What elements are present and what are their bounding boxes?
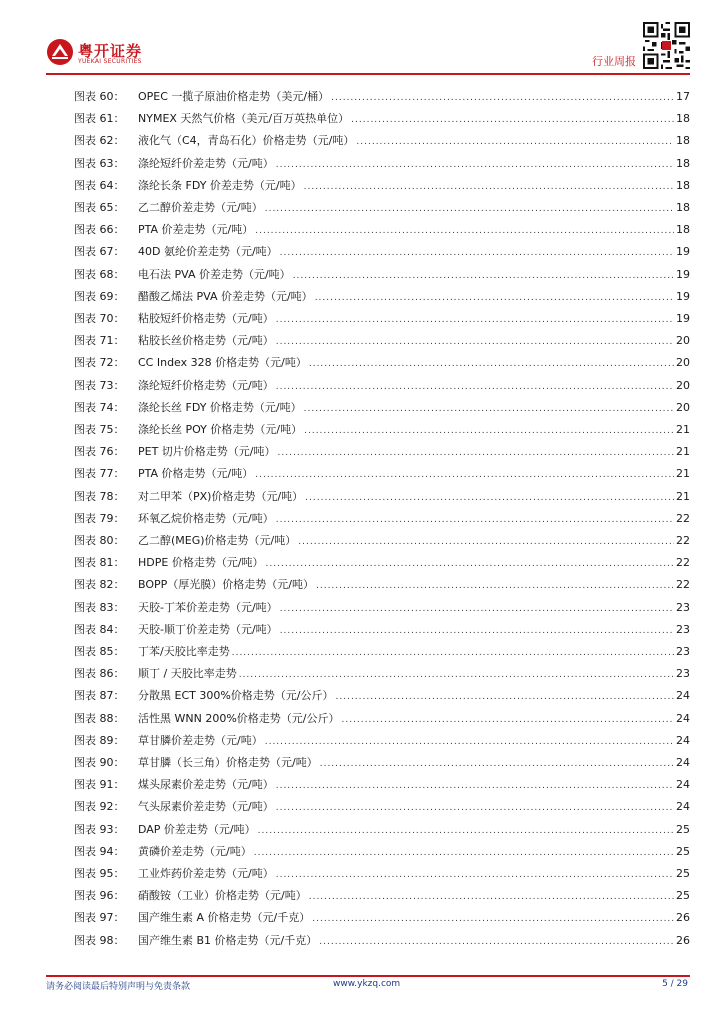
toc-entry-line bbox=[138, 907, 690, 930]
toc-entry-page: 24 bbox=[676, 733, 690, 747]
toc-dot-leader bbox=[304, 176, 674, 198]
toc-entry-title: 国产维生素 B1 价格走势（元/千克） bbox=[138, 933, 318, 947]
toc-entry-label: 图表 98： bbox=[74, 933, 125, 947]
toc-entry-label: 图表 75： bbox=[74, 423, 125, 436]
toc-entry-line bbox=[138, 663, 690, 686]
toc-entry-line bbox=[138, 286, 690, 309]
toc-entry[interactable] bbox=[0, 508, 724, 530]
toc-dot-leader bbox=[331, 87, 674, 109]
toc-entry-page: 24 bbox=[676, 711, 690, 725]
toc-entry-title: 气头尿素价差走势（元/吨） bbox=[138, 800, 274, 814]
toc-entry-line bbox=[138, 752, 690, 775]
toc-entry[interactable] bbox=[0, 641, 724, 663]
toc-entry-line bbox=[138, 463, 690, 486]
toc-entry[interactable] bbox=[0, 197, 724, 219]
toc-entry-line bbox=[138, 308, 690, 331]
toc-entry-title: 硝酸铵（工业）价格走势（元/吨） bbox=[138, 889, 307, 903]
toc-entry-label: 图表 73： bbox=[74, 378, 125, 392]
toc-entry-title: 涤纶长条 FDY 价差走势（元/吨） bbox=[138, 178, 302, 192]
toc-entry-line bbox=[138, 774, 690, 797]
toc-entry-label: 图表 63： bbox=[74, 156, 125, 170]
toc-entry[interactable] bbox=[0, 241, 724, 263]
toc-dot-leader bbox=[309, 886, 674, 908]
toc-entry-label: 图表 84： bbox=[74, 622, 125, 636]
toc-entry-label: 图表 70： bbox=[74, 312, 125, 325]
toc-entry-line bbox=[138, 685, 690, 708]
toc-entry-title: 草甘膦价差走势（元/吨） bbox=[138, 733, 263, 747]
toc-entry-title: PET 切片价格走势（元/吨） bbox=[138, 445, 276, 459]
toc-entry-page: 25 bbox=[676, 867, 690, 880]
toc-entry-label: 图表 71： bbox=[74, 334, 125, 348]
toc-entry[interactable] bbox=[0, 663, 724, 685]
toc-dot-leader bbox=[276, 775, 674, 797]
toc-entry[interactable] bbox=[0, 308, 724, 330]
toc-entry-line bbox=[138, 130, 690, 153]
header-divider bbox=[46, 73, 690, 75]
toc-dot-leader bbox=[276, 509, 674, 531]
toc-dot-leader bbox=[351, 109, 674, 131]
toc-entry-label: 图表 60： bbox=[74, 90, 125, 103]
toc-entry-title: PTA 价格走势（元/吨） bbox=[138, 467, 254, 481]
toc-dot-leader bbox=[266, 553, 674, 575]
toc-entry-line bbox=[138, 86, 690, 109]
toc-entry-line bbox=[138, 730, 690, 753]
toc-entry-title: 分散黑 ECT 300%价格走势（元/公斤） bbox=[138, 689, 334, 703]
toc-entry[interactable] bbox=[0, 863, 724, 885]
toc-entry-label: 图表 95： bbox=[74, 867, 125, 880]
toc-entry-page: 18 bbox=[676, 134, 690, 148]
toc-entry-page: 26 bbox=[676, 933, 690, 947]
footer-disclaimer: 请务必阅读最后特别声明与免责条款 bbox=[46, 982, 191, 992]
toc-entry[interactable] bbox=[0, 841, 724, 863]
toc-dot-leader bbox=[356, 131, 674, 153]
toc-entry-page: 24 bbox=[676, 756, 690, 769]
toc-entry[interactable] bbox=[0, 552, 724, 574]
toc-entry-label: 图表 94： bbox=[74, 844, 125, 858]
toc-entry-page: 21 bbox=[676, 423, 690, 436]
footer-website: www.ykzq.com bbox=[333, 979, 401, 989]
toc-entry[interactable] bbox=[0, 219, 724, 241]
toc-entry-title: 乙二醇价差走势（元/吨） bbox=[138, 201, 263, 214]
toc-entry-title: 天胶-丁苯价差走势（元/吨） bbox=[138, 600, 278, 614]
toc-dot-leader bbox=[293, 265, 674, 287]
toc-entry-page: 26 bbox=[676, 911, 690, 925]
toc-entry-line bbox=[138, 530, 690, 553]
toc-entry-line bbox=[138, 153, 690, 176]
toc-entry-label: 图表 85： bbox=[74, 645, 125, 658]
logo-text-cn: 粤开证券 bbox=[78, 42, 143, 60]
toc-dot-leader bbox=[315, 287, 674, 309]
toc-entry[interactable] bbox=[0, 463, 724, 485]
toc-entry-label: 图表 74： bbox=[74, 400, 125, 414]
toc-entry-line bbox=[138, 330, 690, 353]
report-type-label: 行业周报 bbox=[592, 55, 636, 68]
toc-entry-page: 20 bbox=[676, 334, 690, 348]
toc-entry[interactable] bbox=[0, 397, 724, 419]
toc-entry-line bbox=[138, 508, 690, 531]
toc-entry-label: 图表 92： bbox=[74, 800, 125, 814]
toc-entry-label: 图表 78： bbox=[74, 489, 125, 503]
toc-entry-title: 醋酸乙烯法 PVA 价差走势（元/吨） bbox=[138, 289, 313, 303]
toc-entry-page: 25 bbox=[676, 889, 690, 903]
toc-entry-line bbox=[138, 241, 690, 264]
toc-entry-title: 黄磷价差走势（元/吨） bbox=[138, 844, 252, 858]
toc-dot-leader bbox=[305, 487, 674, 509]
toc-entry-label: 图表 86： bbox=[74, 667, 125, 681]
toc-entry-label: 图表 93： bbox=[74, 822, 125, 836]
toc-entry-line bbox=[138, 708, 690, 731]
toc-entry-page: 19 bbox=[676, 267, 690, 281]
toc-entry-label: 图表 96： bbox=[74, 889, 125, 903]
toc-entry-title: BOPP（厚光膜）价格走势（元/吨） bbox=[138, 578, 314, 592]
toc-entry[interactable] bbox=[0, 130, 724, 152]
toc-dot-leader bbox=[276, 309, 674, 331]
toc-entry-line bbox=[138, 930, 690, 953]
toc-entry-label: 图表 82： bbox=[74, 578, 125, 592]
toc-entry-line bbox=[138, 175, 690, 198]
toc-entry-title: 草甘膦（长三角）价格走势（元/吨） bbox=[138, 756, 318, 769]
toc-entry-title: 粘胶短纤价格走势（元/吨） bbox=[138, 312, 274, 325]
toc-dot-leader bbox=[336, 686, 675, 708]
toc-dot-leader bbox=[298, 531, 674, 553]
toc-entry-page: 24 bbox=[676, 800, 690, 814]
toc-entry-page: 22 bbox=[676, 578, 690, 592]
toc-entry[interactable] bbox=[0, 752, 724, 774]
toc-entry[interactable] bbox=[0, 86, 724, 108]
toc-dot-leader bbox=[255, 220, 674, 242]
toc-dot-leader bbox=[304, 398, 674, 420]
toc-dot-leader bbox=[258, 820, 674, 842]
toc-entry-label: 图表 72： bbox=[74, 356, 125, 370]
toc-entry[interactable] bbox=[0, 264, 724, 286]
toc-entry-title: 涤纶短纤价格走势（元/吨） bbox=[138, 378, 274, 392]
toc-entry-label: 图表 62： bbox=[74, 134, 125, 148]
toc-entry-title: 涤纶长丝 FDY 价格走势（元/吨） bbox=[138, 400, 302, 414]
toc-entry-label: 图表 79： bbox=[74, 511, 125, 525]
toc-entry-line bbox=[138, 197, 690, 220]
toc-entry-page: 20 bbox=[676, 378, 690, 392]
toc-entry-title: 天胶-顺丁价差走势（元/吨） bbox=[138, 622, 278, 636]
toc-entry-title: DAP 价差走势（元/吨） bbox=[138, 822, 256, 836]
toc-entry-line bbox=[138, 352, 690, 375]
toc-entry[interactable] bbox=[0, 730, 724, 752]
toc-entry-page: 22 bbox=[676, 556, 690, 570]
toc-dot-leader bbox=[280, 620, 674, 642]
toc-entry-page: 23 bbox=[676, 600, 690, 614]
toc-entry[interactable] bbox=[0, 574, 724, 596]
toc-entry-line bbox=[138, 819, 690, 842]
toc-dot-leader bbox=[304, 420, 674, 442]
toc-entry[interactable] bbox=[0, 441, 724, 463]
toc-entry-title: 涤纶长丝 POY 价格走势（元/吨） bbox=[138, 423, 303, 436]
toc-entry-page: 18 bbox=[676, 223, 690, 237]
toc-dot-leader bbox=[341, 709, 674, 731]
toc-entry-page: 23 bbox=[676, 622, 690, 636]
toc-entry-line bbox=[138, 486, 690, 509]
toc-dot-leader bbox=[320, 753, 674, 775]
toc-entry-line bbox=[138, 375, 690, 398]
toc-entry[interactable] bbox=[0, 685, 724, 707]
toc-dot-leader bbox=[276, 864, 674, 886]
toc-entry[interactable] bbox=[0, 597, 724, 619]
toc-entry-line bbox=[138, 885, 690, 908]
toc-dot-leader bbox=[254, 842, 674, 864]
toc-entry-page: 24 bbox=[676, 689, 690, 703]
toc-entry-title: 粘胶长丝价格走势（元/吨） bbox=[138, 334, 274, 348]
toc-dot-leader bbox=[232, 642, 674, 664]
toc-entry-page: 25 bbox=[676, 822, 690, 836]
toc-entry[interactable] bbox=[0, 930, 724, 952]
toc-entry-label: 图表 91： bbox=[74, 778, 125, 792]
toc-dot-leader bbox=[280, 598, 674, 620]
toc-entry-label: 图表 97： bbox=[74, 911, 125, 925]
toc-entry-page: 18 bbox=[676, 112, 690, 126]
toc-entry-line bbox=[138, 574, 690, 597]
toc-entry-label: 图表 61： bbox=[74, 112, 125, 126]
toc-entry-title: 活性黑 WNN 200%价格走势（元/公斤） bbox=[138, 711, 340, 725]
toc-entry-label: 图表 81： bbox=[74, 556, 125, 570]
toc-entry-title: CC Index 328 价格走势（元/吨） bbox=[138, 356, 307, 370]
toc-entry-title: 涤纶短纤价差走势（元/吨） bbox=[138, 156, 274, 170]
toc-entry[interactable] bbox=[0, 352, 724, 374]
toc-dot-leader bbox=[319, 931, 674, 953]
toc-entry[interactable] bbox=[0, 286, 724, 308]
toc-entry[interactable] bbox=[0, 885, 724, 907]
toc-entry-page: 18 bbox=[676, 178, 690, 192]
logo-icon bbox=[46, 38, 74, 66]
toc-entry[interactable] bbox=[0, 153, 724, 175]
toc-entry-title: 国产维生素 A 价格走势（元/千克） bbox=[138, 911, 311, 925]
toc-entry-line bbox=[138, 397, 690, 420]
toc-entry-label: 图表 87： bbox=[74, 689, 125, 703]
toc-entry-label: 图表 80： bbox=[74, 534, 125, 547]
toc-entry[interactable] bbox=[0, 419, 724, 441]
toc-entry-page: 25 bbox=[676, 844, 690, 858]
toc-entry-line bbox=[138, 796, 690, 819]
toc-entry-title: 工业炸药价差走势（元/吨） bbox=[138, 867, 274, 880]
toc-entry-line bbox=[138, 863, 690, 886]
toc-entry-page: 18 bbox=[676, 201, 690, 214]
toc-entry-label: 图表 69： bbox=[74, 289, 125, 303]
toc-dot-leader bbox=[239, 664, 674, 686]
toc-entry-page: 21 bbox=[676, 445, 690, 459]
footer-page-number: 5 / 29 bbox=[662, 979, 688, 989]
toc-entry-title: HDPE 价格走势（元/吨） bbox=[138, 556, 264, 570]
toc-entry-title: 液化气（C4，青岛石化）价格走势（元/吨） bbox=[138, 134, 355, 148]
toc-entry-title: OPEC 一揽子原油价格走势（美元/桶） bbox=[138, 90, 330, 103]
footer-divider bbox=[46, 975, 690, 977]
toc-entry-page: 23 bbox=[676, 645, 690, 658]
toc-entry[interactable] bbox=[0, 774, 724, 796]
toc-entry-page: 17 bbox=[676, 90, 690, 103]
toc-entry-line bbox=[138, 597, 690, 620]
toc-entry-line bbox=[138, 441, 690, 464]
toc-entry-label: 图表 76： bbox=[74, 445, 125, 459]
toc-entry-line bbox=[138, 264, 690, 287]
toc-dot-leader bbox=[265, 198, 674, 220]
toc-entry-title: 电石法 PVA 价差走势（元/吨） bbox=[138, 267, 291, 281]
toc-entry-title: 丁苯/天胶比率走势 bbox=[138, 645, 230, 658]
toc-entry-page: 23 bbox=[676, 667, 690, 681]
toc-entry-label: 图表 89： bbox=[74, 733, 125, 747]
toc-entry[interactable] bbox=[0, 486, 724, 508]
toc-entry-page: 19 bbox=[676, 245, 690, 259]
toc-entry-label: 图表 77： bbox=[74, 467, 125, 481]
toc-entry-title: 顺丁 / 天胶比率走势 bbox=[138, 667, 237, 681]
toc-entry[interactable] bbox=[0, 619, 724, 641]
toc-entry-page: 21 bbox=[676, 467, 690, 481]
toc-dot-leader bbox=[276, 331, 674, 353]
toc-entry-title: 环氧乙烷价格走势（元/吨） bbox=[138, 511, 274, 525]
toc-entry-line bbox=[138, 619, 690, 642]
toc-dot-leader bbox=[265, 731, 674, 753]
toc-dot-leader bbox=[278, 442, 674, 464]
toc-entry-page: 20 bbox=[676, 400, 690, 414]
toc-entry-page: 22 bbox=[676, 534, 690, 547]
toc-entry[interactable] bbox=[0, 819, 724, 841]
toc-entry-title: 对二甲苯（PX)价格走势（元/吨） bbox=[138, 489, 304, 503]
toc-entry-title: NYMEX 天然气价格（美元/百万英热单位） bbox=[138, 112, 350, 126]
toc-entry[interactable] bbox=[0, 175, 724, 197]
toc-dot-leader bbox=[276, 154, 674, 176]
toc-entry-page: 22 bbox=[676, 511, 690, 525]
toc-entry[interactable] bbox=[0, 108, 724, 130]
toc-dot-leader bbox=[276, 797, 674, 819]
toc-entry-title: PTA 价差走势（元/吨） bbox=[138, 223, 254, 237]
toc-entry-label: 图表 90： bbox=[74, 756, 125, 769]
logo-text-en: YUEKAI SECURITIES bbox=[78, 58, 142, 65]
toc-entry[interactable] bbox=[0, 708, 724, 730]
toc-entry-label: 图表 88： bbox=[74, 711, 125, 725]
toc-entry-label: 图表 66： bbox=[74, 223, 125, 237]
toc-entry[interactable] bbox=[0, 530, 724, 552]
toc-dot-leader bbox=[316, 575, 674, 597]
toc-entry-title: 煤头尿素价差走势（元/吨） bbox=[138, 778, 274, 792]
toc-entry-label: 图表 64： bbox=[74, 178, 125, 192]
toc-entry-page: 19 bbox=[676, 289, 690, 303]
toc-entry[interactable] bbox=[0, 375, 724, 397]
toc-entry-page: 21 bbox=[676, 489, 690, 503]
toc-entry[interactable] bbox=[0, 330, 724, 352]
toc-dot-leader bbox=[309, 353, 674, 375]
toc-entry-page: 20 bbox=[676, 356, 690, 370]
toc-entry-title: 乙二醇(MEG)价格走势（元/吨） bbox=[138, 534, 297, 547]
toc-entry-page: 19 bbox=[676, 312, 690, 325]
toc-entry[interactable] bbox=[0, 796, 724, 818]
toc-entry-label: 图表 67： bbox=[74, 245, 125, 259]
toc-dot-leader bbox=[312, 908, 674, 930]
toc-entry-line bbox=[138, 841, 690, 864]
toc-entry-label: 图表 83： bbox=[74, 600, 125, 614]
toc-entry-label: 图表 68： bbox=[74, 267, 125, 281]
company-logo bbox=[46, 38, 166, 68]
toc-entry-title: 40D 氨纶价差走势（元/吨） bbox=[138, 245, 278, 259]
toc-entry-page: 24 bbox=[676, 778, 690, 792]
toc-entry[interactable] bbox=[0, 907, 724, 929]
toc-dot-leader bbox=[280, 242, 674, 264]
toc-entry-line bbox=[138, 219, 690, 242]
page-header bbox=[0, 0, 724, 80]
toc-dot-leader bbox=[255, 464, 674, 486]
toc-dot-leader bbox=[276, 376, 674, 398]
toc-entry-line bbox=[138, 108, 690, 131]
qr-code-icon bbox=[643, 22, 690, 69]
toc-entry-label: 图表 65： bbox=[74, 201, 125, 214]
toc-entry-line bbox=[138, 641, 690, 664]
toc-entry-line bbox=[138, 419, 690, 442]
toc-entry-page: 18 bbox=[676, 156, 690, 170]
toc-entry-line bbox=[138, 552, 690, 575]
